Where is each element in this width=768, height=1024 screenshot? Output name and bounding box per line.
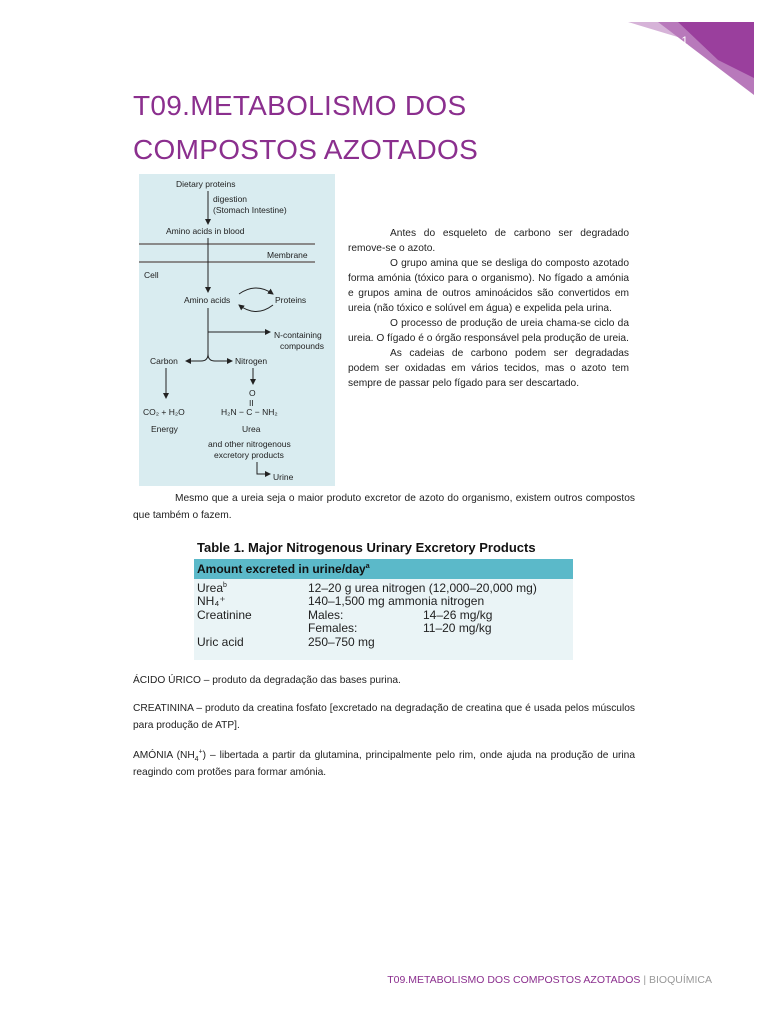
intro-paragraph: Mesmo que a ureia seja o maior produto excretor de azoto do organismo, existem outros compostos que também o fazem. bbox=[133, 493, 635, 521]
label-o: O bbox=[249, 388, 256, 398]
label-other1: and other nitrogenous bbox=[208, 439, 291, 449]
excretory-products-table bbox=[194, 538, 573, 660]
label-other2: excretory products bbox=[214, 450, 284, 460]
page-title: T09.METABOLISMO DOS COMPOSTOS AZOTADOS bbox=[133, 90, 479, 165]
side-paragraph: As cadeias de carbono podem ser degradadas podem ser oxidadas em vários tecidos, mas o azoto tem sempre de passar pelo fígado para ser descartado. bbox=[348, 348, 629, 389]
label-membrane: Membrane bbox=[267, 250, 308, 260]
page-footer bbox=[387, 974, 712, 986]
label-digestion: digestion bbox=[213, 194, 248, 204]
label-nitrogen: Nitrogen bbox=[235, 356, 268, 366]
table-row: Uric acid 250–750 mg bbox=[197, 634, 375, 649]
label-stomach: (Stomach Intestine) bbox=[213, 205, 287, 215]
table-row: Creatinine Males: 14–26 mg/kg bbox=[197, 607, 493, 622]
label-carbon: Carbon bbox=[150, 356, 178, 366]
side-paragraph: Antes do esqueleto de carbono ser degradado remove-se o azoto. bbox=[348, 228, 629, 254]
label-urine: Urine bbox=[273, 472, 294, 482]
label-urea-formula: H₂N − C − NH₂ bbox=[221, 407, 278, 417]
label-dietary: Dietary proteins bbox=[176, 179, 236, 189]
page-number: 1 bbox=[681, 34, 688, 48]
label-cell: Cell bbox=[144, 270, 159, 280]
table-title: Table 1. Major Nitrogenous Urinary Excretory Products bbox=[194, 538, 573, 559]
label-proteins: Proteins bbox=[275, 295, 307, 305]
footer-separator: | bbox=[643, 974, 647, 986]
side-text-block bbox=[348, 226, 629, 391]
label-ncont1: N-containing bbox=[274, 330, 322, 340]
nitrogen-metabolism-diagram bbox=[139, 174, 335, 486]
label-amino-acids: Amino acids bbox=[184, 295, 231, 305]
label-double-bond: II bbox=[249, 398, 254, 408]
side-paragraph: O processo de produção de ureia chama-se ciclo da ureia. O fígado é o órgão responsável pela produção de ureia. bbox=[348, 318, 629, 344]
footer-subject: BIOQUÍMICA bbox=[648, 974, 712, 986]
label-co2: CO₂ + H₂O bbox=[143, 407, 185, 417]
definition-creatinine: CREATININA – produto da creatina fosfato [excretado na degradação de creatina que é usada pelos músculos para produção de ATP]. bbox=[133, 703, 635, 731]
footer-title: T09.METABOLISMO DOS COMPOSTOS AZOTADOS bbox=[387, 974, 641, 986]
table-header: Amount excreted in urine/day$^a$ bbox=[194, 559, 573, 579]
side-paragraph: O grupo amina que se desliga do composto azotado forma amónia (tóxico para o organismo). No fígado a amónia e grupos amina de outros aminoácidos são convertidos em ureia (não tóxico e solúvel em água) e expelida pela urina. bbox=[348, 258, 629, 314]
definition-ammonia: AMÓNIA $(NH_4^+)$ – libertada a partir da glutamina, principalmente pelo rim, onde ajuda na produção de urina reagindo com protões para formar amónia. bbox=[133, 748, 635, 778]
table-body bbox=[194, 579, 573, 649]
label-energy: Energy bbox=[151, 424, 178, 434]
table-row: Urea$^b$ 12–20 g urea nitrogen (12,000–20,000 mg) bbox=[197, 581, 537, 595]
table-row: NH₄⁺ 140–1,500 mg ammonia nitrogen bbox=[197, 594, 485, 609]
table-row: Females: 11–20 mg/kg bbox=[308, 621, 492, 636]
label-urea: Urea bbox=[242, 424, 261, 434]
definition-uric-acid: ÁCIDO ÚRICO – produto da degradação das bases purina. bbox=[133, 675, 401, 686]
label-aa-blood: Amino acids in blood bbox=[166, 226, 245, 236]
label-ncont2: compounds bbox=[280, 341, 324, 351]
